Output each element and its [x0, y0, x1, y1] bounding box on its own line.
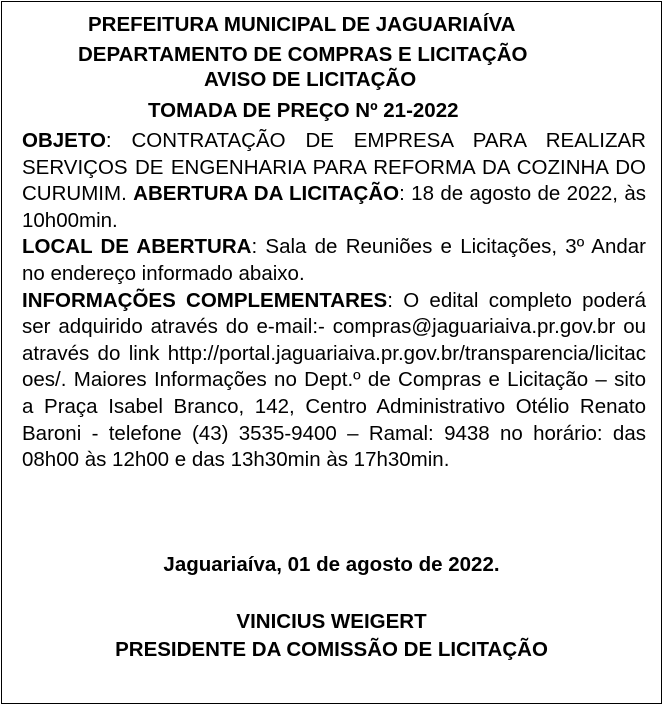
notice-date: Jaguariaíva, 01 de agosto de 2022. [163, 553, 500, 576]
signer-name: VINICIUS WEIGERT [236, 610, 427, 633]
informacoes-paragraph [22, 288, 646, 474]
email-address[interactable]: compras@jaguariaiva.pr.gov.br [332, 315, 616, 339]
header-aviso: AVISO DE LICITAÇÃO [204, 68, 417, 91]
informacoes-after: . Maiores Informações no Dept.º de Compras e Licitação – sito a Praça Isabel Branco, 142, Centro Administrativo Otélio Renato Baroni - telefone (43) 3535-9400 – Ramal: 9438 no horário: das 08h00 às 12h00 e das 13h30min às 17h30min. [22, 368, 646, 472]
notice-body [22, 128, 646, 474]
abertura-label: ABERTURA DA LICITAÇÃO [133, 182, 400, 206]
informacoes-text: : O edital completo poderá ser adquirido através do e-mail:- [22, 288, 646, 339]
informacoes-between: ou através do link [22, 315, 646, 365]
licitacao-notice [1, 1, 662, 704]
objeto-paragraph [22, 128, 646, 234]
local-paragraph [22, 234, 646, 287]
licitacoes-link[interactable]: http://portal.jaguariaiva.pr.gov.br/transparencia/licitacoes/ [22, 341, 646, 392]
header-prefeitura: PREFEITURA MUNICIPAL DE JAGUARIAÍVA [88, 13, 516, 36]
header-tomada-preco: TOMADA DE PREÇO Nº 21-2022 [148, 99, 459, 122]
local-label: LOCAL DE ABERTURA [22, 235, 252, 259]
header-departamento: DEPARTAMENTO DE COMPRAS E LICITAÇÃO [78, 43, 528, 66]
informacoes-label: INFORMAÇÕES COMPLEMENTARES [22, 288, 388, 312]
objeto-label: OBJETO [22, 129, 106, 152]
objeto-text: : CONTRATAÇÃO DE EMPRESA PARA REALIZAR SERVIÇOS DE ENGENHARIA PARA REFORMA DA COZINHA DO CURUMIM. [22, 129, 646, 206]
signer-title: PRESIDENTE DA COMISSÃO DE LICITAÇÃO [115, 638, 548, 661]
local-text: : Sala de Reuniões e Licitações, 3º Andar no endereço informado abaixo. [22, 235, 646, 285]
abertura-text: : 18 de agosto de 2022, às 10h00min. [22, 182, 647, 232]
